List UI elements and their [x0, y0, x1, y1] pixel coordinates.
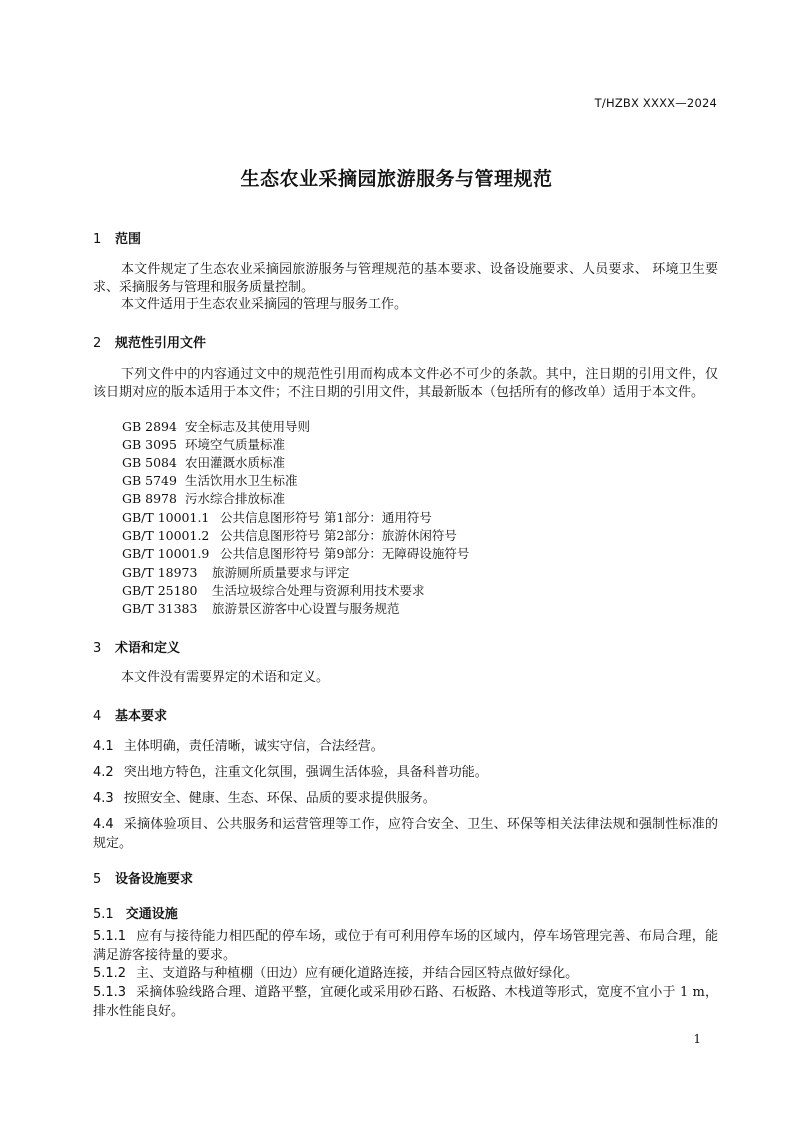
- paragraph: 本文件没有需要界定的术语和定义。: [121, 670, 330, 685]
- section-number: 1: [93, 232, 102, 247]
- reference-title: 旅游景区游客中心设置与服务规范: [212, 601, 400, 616]
- clause-number: 4.4: [93, 817, 114, 832]
- clause-text: 主、支道路与种植棚（田边）应有硬化道路连接，并结合园区特点做好绿化。: [136, 966, 579, 981]
- clause-5-1-3: [93, 983, 718, 1021]
- reference-code: GB 5084: [122, 455, 177, 470]
- reference-title: 环境空气质量标准: [185, 437, 286, 452]
- reference-title: 生活饮用水卫生标准: [185, 473, 298, 488]
- reference-item: [122, 582, 425, 600]
- reference-item: [122, 418, 310, 436]
- reference-code: GB 3095: [122, 437, 177, 452]
- clause-number: 4.1: [93, 739, 114, 754]
- reference-code: GB 2894: [122, 419, 177, 434]
- section-heading-3: [93, 637, 180, 656]
- reference-code: GB/T 10001.9: [122, 546, 210, 561]
- reference-title: 污水综合排放标准: [185, 491, 286, 506]
- reference-item: [122, 490, 285, 508]
- section-title: 术语和定义: [115, 641, 181, 656]
- clause-text: 采摘体验线路合理、道路平整，宜硬化或采用砂石路、石板路、木栈道等形式，宽度不宜小于 1 m，排水性能良好。: [93, 985, 718, 1019]
- reference-code: GB 8978: [122, 491, 177, 506]
- section-number: 5: [93, 872, 102, 887]
- reference-item: [122, 436, 285, 454]
- paragraph: 本文件规定了生态农业采摘园旅游服务与管理规范的基本要求、设备设施要求、人员要求、 环境卫生要求、采摘服务与管理和服务质量控制。: [93, 262, 718, 295]
- subsection-title: 交通设施: [125, 907, 178, 922]
- section-heading-2: [93, 332, 206, 351]
- reference-code: GB/T 25180: [122, 583, 198, 598]
- section-heading-5: [93, 868, 193, 887]
- clause-4-1: [93, 737, 718, 756]
- section-number: 3: [93, 641, 102, 656]
- section-title: 设备设施要求: [115, 872, 194, 887]
- reference-code: GB/T 10001.1: [122, 510, 210, 525]
- standard-code: T/HZBX XXXX—2024: [594, 96, 717, 110]
- reference-code: GB/T 18973: [122, 565, 198, 580]
- section-number: 4: [93, 709, 102, 724]
- clause-text: 主体明确，责任清晰，诚实守信，合法经营。: [123, 739, 384, 754]
- page-number: 1: [693, 1032, 701, 1046]
- reference-item: [122, 527, 457, 545]
- section-title: 范围: [115, 232, 142, 247]
- section-heading-1: [93, 228, 141, 247]
- paragraph: 本文件适用于生态农业采摘园的管理与服务工作。: [121, 297, 408, 312]
- clause-number: 5.1.3: [93, 985, 127, 1000]
- reference-item: [122, 545, 469, 563]
- section-title: 基本要求: [115, 709, 168, 724]
- document-title: 生态农业采摘园旅游服务与管理规范: [240, 168, 553, 190]
- subsection-heading-5-1: [93, 903, 178, 922]
- paragraph: 下列文件中的内容通过文中的规范性引用而构成本文件必不可少的条款。其中，注日期的引用文件，仅该日期对应的版本适用于本文件；不注日期的引用文件，其最新版本（包括所有的修改单）适用于本文件。: [93, 367, 718, 400]
- reference-item: [122, 454, 285, 472]
- clause-number: 5.1.2: [93, 966, 127, 981]
- reference-title: 农田灌溉水质标准: [185, 455, 286, 470]
- clause-text: 应有与接待能力相匹配的停车场，或位于有可利用停车场的区域内，停车场管理完善、布局合理，能满足游客接待量的要求。: [93, 929, 718, 963]
- clause-text: 采摘体验项目、公共服务和运营管理等工作，应符合安全、卫生、环保等相关法律法规和强制性标准的规定。: [93, 817, 718, 851]
- clause-number: 4.2: [93, 765, 114, 780]
- clause-number: 5.1.1: [93, 929, 127, 944]
- reference-title: 公共信息图形符号 第2部分：旅游休闲符号: [220, 528, 457, 543]
- reference-title: 旅游厕所质量要求与评定: [212, 565, 350, 580]
- reference-item: [122, 600, 400, 618]
- clause-4-4: [93, 815, 718, 853]
- reference-item: [122, 564, 350, 582]
- reference-code: GB/T 10001.2: [122, 528, 210, 543]
- reference-title: 公共信息图形符号 第1部分：通用符号: [220, 510, 432, 525]
- subsection-number: 5.1: [93, 907, 114, 922]
- reference-code: GB 5749: [122, 473, 177, 488]
- reference-title: 生活垃圾综合处理与资源利用技术要求: [212, 583, 425, 598]
- section-title: 规范性引用文件: [115, 336, 207, 351]
- clause-5-1-1: [93, 927, 718, 965]
- clause-number: 4.3: [93, 791, 114, 806]
- reference-title: 公共信息图形符号 第9部分：无障碍设施符号: [220, 546, 470, 561]
- reference-item: [122, 509, 432, 527]
- clause-4-3: [93, 789, 718, 808]
- reference-code: GB/T 31383: [122, 601, 198, 616]
- reference-item: [122, 472, 298, 490]
- section-heading-4: [93, 705, 167, 724]
- reference-title: 安全标志及其使用导则: [185, 419, 311, 434]
- clause-5-1-2: [93, 964, 718, 983]
- section-number: 2: [93, 336, 102, 351]
- clause-text: 突出地方特色，注重文化氛围，强调生活体验，具备科普功能。: [123, 765, 488, 780]
- clause-text: 按照安全、健康、生态、环保、品质的要求提供服务。: [123, 791, 436, 806]
- clause-4-2: [93, 763, 718, 782]
